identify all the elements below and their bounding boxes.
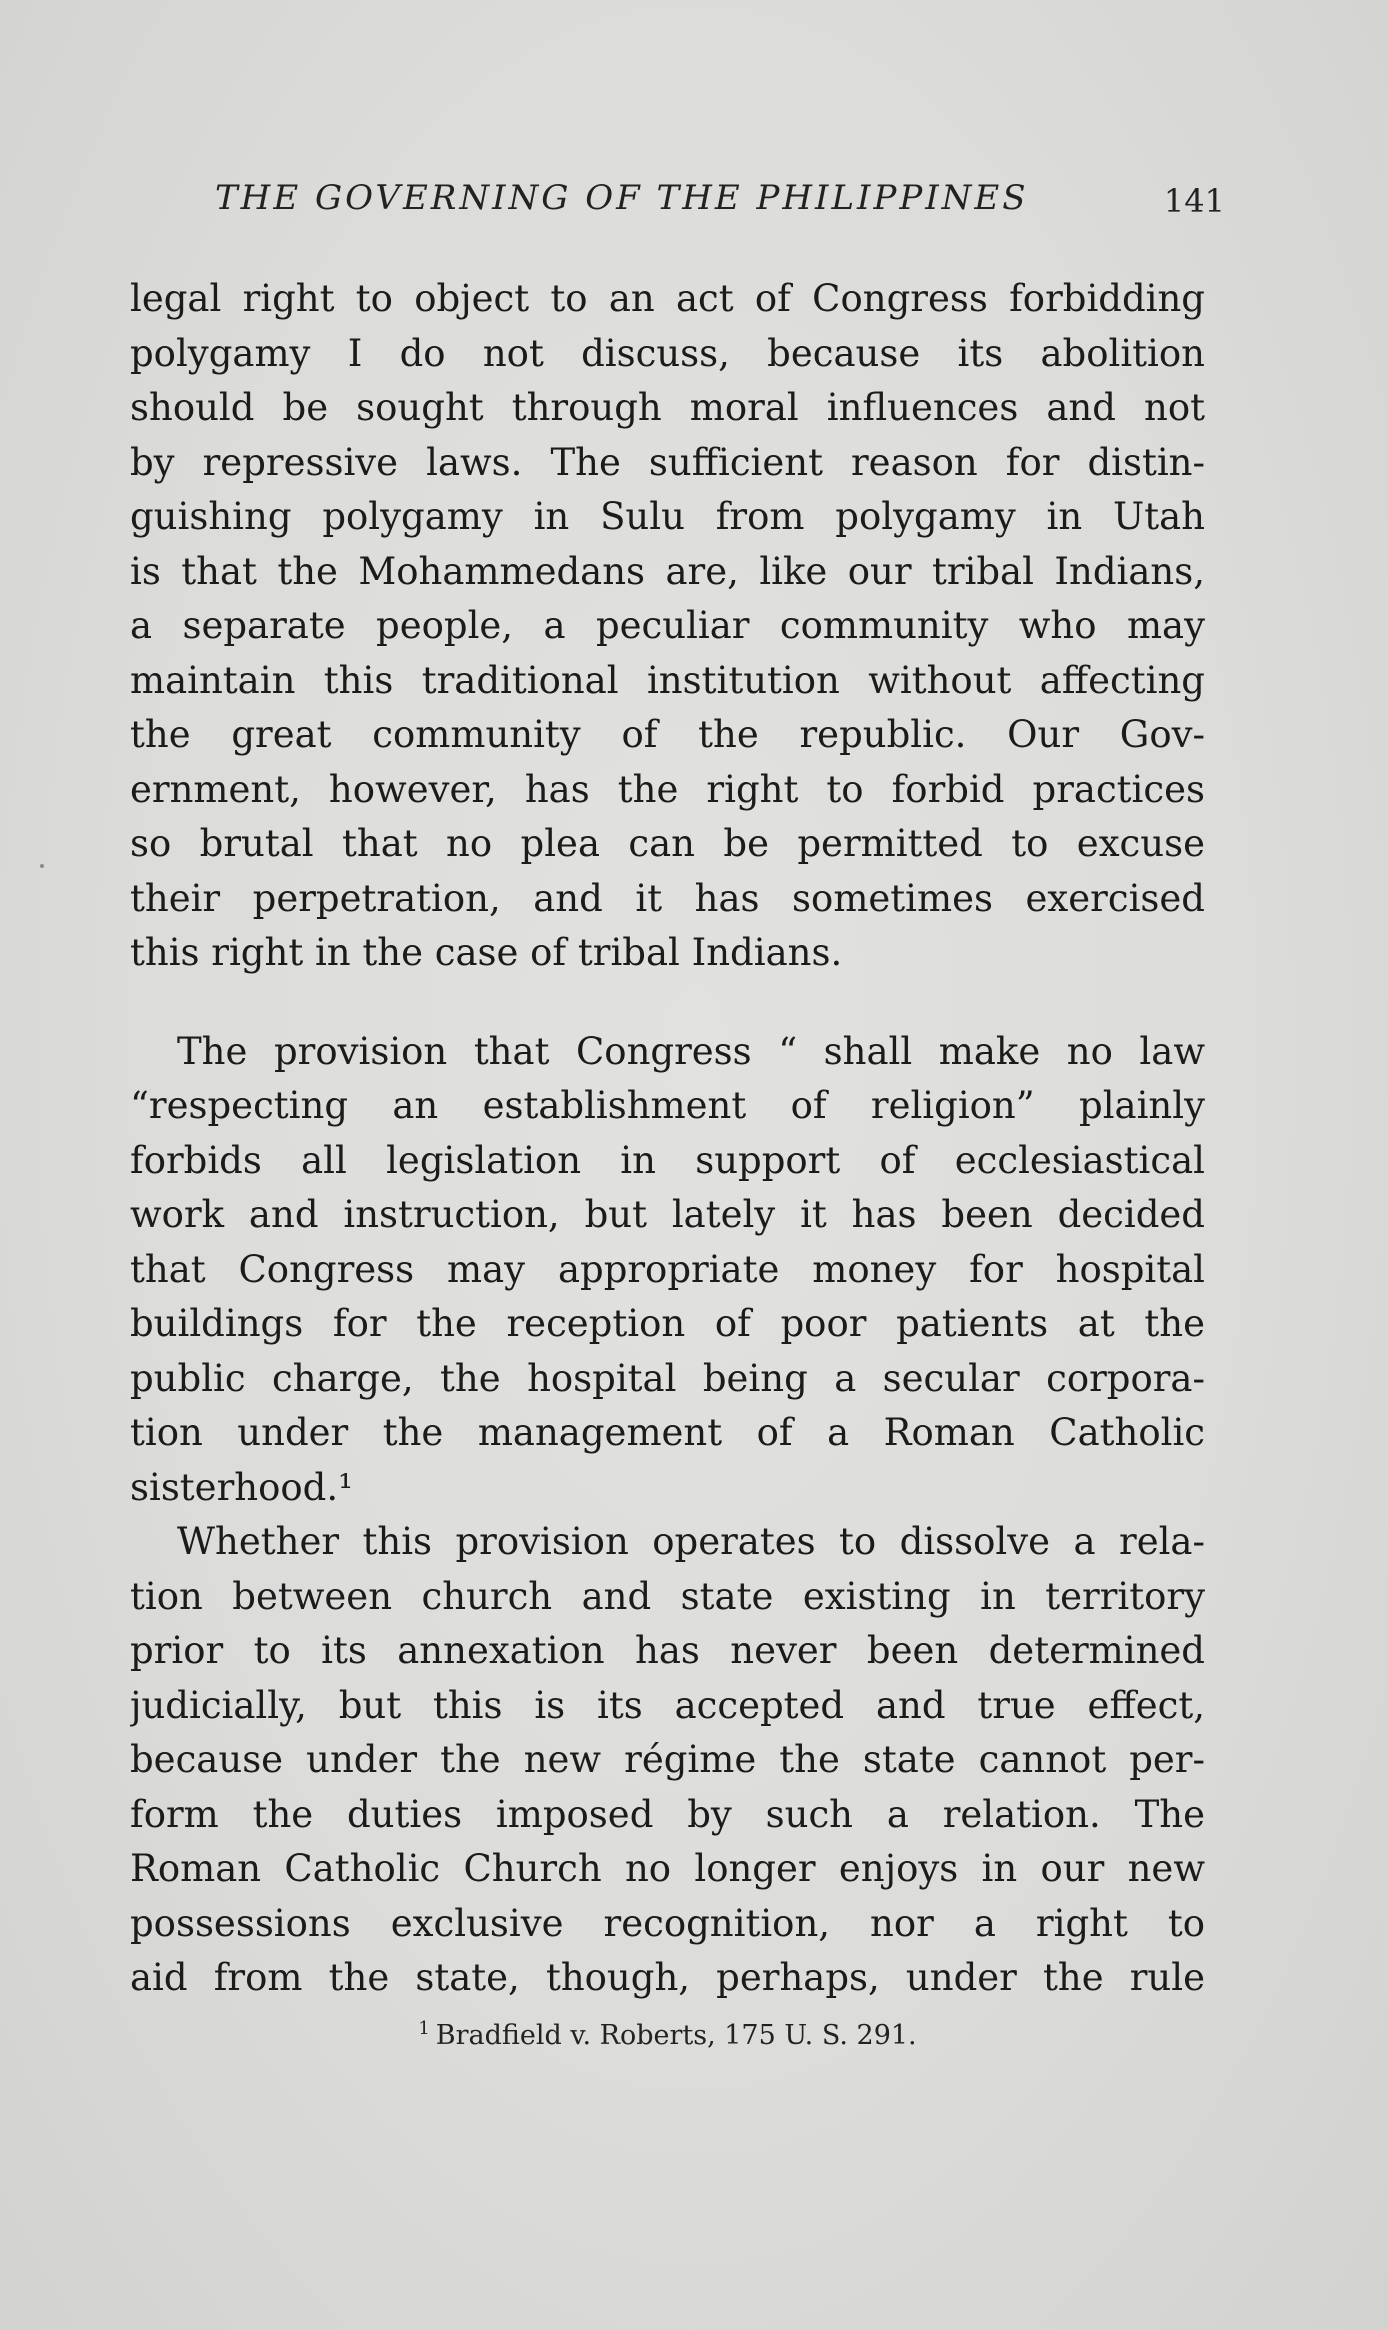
text-line: because under the new régime the state cannot per-	[130, 1738, 1205, 1781]
text-line: should be sought through moral influences and not	[130, 386, 1205, 429]
text-line: that Congress may appropriate money for hospital	[130, 1247, 1205, 1291]
text-line: public charge, the hospital being a secular corpora-	[130, 1356, 1205, 1400]
text-line: The provision that Congress “ shall make no law	[177, 1029, 1205, 1073]
text-line: tion under the management of a Roman Catholic	[130, 1411, 1205, 1454]
text-line: prior to its annexation has never been determined	[130, 1629, 1205, 1672]
text-line: form the duties imposed by such a relation. The	[130, 1792, 1205, 1836]
page-number: 141	[1163, 182, 1225, 220]
text-line: by repressive laws. The sufficient reason for distin-	[130, 440, 1205, 484]
text-line: “respecting an establishment of religion” plainly	[130, 1084, 1205, 1127]
text-line: possessions exclusive recognition, nor a right to	[130, 1901, 1205, 1945]
text-line: maintain this traditional institution without affecting	[130, 658, 1205, 702]
text-line: polygamy I do not discuss, because its abolition	[130, 331, 1205, 375]
paragraph-1	[130, 272, 1205, 981]
body-text	[130, 272, 1205, 2006]
text-line: Whether this provision operates to dissolve a rela-	[177, 1520, 1205, 1563]
footnote	[130, 2018, 1205, 2051]
paragraph-gap	[130, 981, 1205, 1025]
running-head	[130, 178, 1225, 226]
footnote-text: Bradfield v. Roberts, 175 U. S. 291.	[435, 2020, 917, 2051]
text-line: a separate people, a peculiar community who may	[130, 604, 1205, 647]
text-line: ernment, however, has the right to forbid practices	[130, 767, 1205, 811]
text-line: tion between church and state existing in territory	[130, 1574, 1205, 1618]
text-line: buildings for the reception of poor patients at the	[130, 1302, 1205, 1345]
text-line: their perpetration, and it has sometimes exercised	[130, 876, 1205, 920]
paragraph-2	[130, 1025, 1205, 1516]
text-line: forbids all legislation in support of ecclesiastical	[130, 1138, 1205, 1182]
text-line: is that the Mohammedans are, like our tribal Indians,	[130, 549, 1205, 593]
text-line: work and instruction, but lately it has been decided	[130, 1193, 1205, 1236]
footnote-mark: 1	[418, 2018, 430, 2039]
text-line: sisterhood.¹	[130, 1465, 353, 1509]
text-line: the great community of the republic. Our Gov-	[130, 713, 1205, 756]
running-title: THE GOVERNING OF THE PHILIPPINES	[215, 178, 1029, 218]
text-line: Roman Catholic Church no longer enjoys in our new	[130, 1847, 1205, 1890]
text-line: aid from the state, though, perhaps, under the rule	[130, 1956, 1205, 1999]
text-line: guishing polygamy in Sulu from polygamy in Utah	[130, 495, 1205, 538]
text-line: legal right to object to an act of Congress forbidding	[130, 277, 1205, 320]
text-line: so brutal that no plea can be permitted to excuse	[130, 822, 1205, 865]
text-line: judicially, but this is its accepted and true effect,	[130, 1683, 1205, 1727]
scan-speck	[40, 864, 44, 868]
text-line: this right in the case of tribal Indians.	[130, 931, 843, 974]
paragraph-3	[130, 1515, 1205, 2006]
